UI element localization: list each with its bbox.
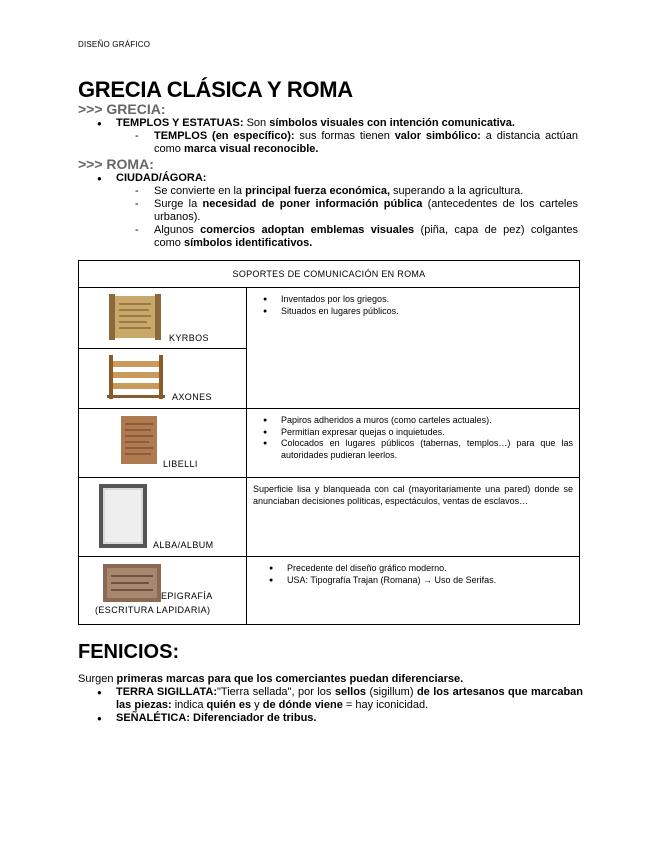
text: Surgen [78, 673, 117, 685]
bullet-bold: símbolos visuales con intención comunicativa. [269, 117, 515, 129]
sub-bold: marca visual reconocible. [183, 143, 319, 155]
list-item: ● Situados en lugares públicos. [253, 306, 573, 318]
text: (antecedentes de los carteles urbanos). [154, 198, 578, 223]
list-item [78, 130, 578, 156]
list-item: ● Precedente del diseño gráfico moderno. [259, 563, 573, 575]
libelli-list [253, 415, 573, 461]
bullet-label: CIUDAD/ÁGORA: [116, 172, 207, 184]
axones-label: AXONES [172, 392, 212, 402]
list-item [78, 712, 583, 725]
document-body [78, 78, 578, 663]
bold-text: Diferenciador de tribus. [189, 712, 317, 724]
bullet-label: SEÑALÉTICA: [116, 712, 190, 724]
album-image [99, 484, 147, 548]
album-cell [79, 478, 247, 557]
epigrafia-cell [79, 557, 247, 625]
text: indica [171, 699, 207, 711]
kyrbos-label: KYRBOS [169, 333, 209, 343]
page-title: GRECIA CLÁSICA Y ROMA [78, 77, 353, 102]
roma-heading: >>> ROMA: [78, 156, 154, 172]
bold-text: principal fuerza económica, [245, 185, 390, 197]
list-item [78, 686, 583, 712]
list-item: ● Permitían expresar quejas o inquietudes. [253, 427, 573, 439]
album-label: ALBA/ALBUM [153, 540, 214, 550]
epigrafia-sublabel: (ESCRITURA LAPIDARIA) [95, 605, 211, 615]
list-item [78, 185, 578, 198]
bullet-label: TERRA SIGILLATA: [116, 686, 218, 698]
epigrafia-description [247, 557, 580, 625]
text: superando a la agricultura. [390, 185, 524, 197]
kyrbos-cell [79, 288, 247, 349]
fenicios-title: FENICIOS: [78, 641, 180, 663]
bullet-text: Son [243, 117, 270, 129]
list-item: ● Colocados en lugares públicos (tabernas, templos…) para que las autoridades pudieran leerlos. [253, 438, 573, 461]
text: Algunos [154, 224, 201, 236]
page-header: DISEÑO GRÁFICO [78, 40, 151, 49]
fenicios-list [78, 686, 583, 725]
list-item [78, 172, 578, 185]
bold-text: de dónde viene [262, 699, 343, 711]
fenicios-body [78, 673, 583, 725]
libelli-cell [79, 409, 247, 478]
list-item: ● Papiros adheridos a muros (como carteles actuales). [253, 415, 573, 427]
bold-text: comercios adoptan emblemas visuales [200, 224, 415, 236]
list-item [78, 224, 578, 250]
bullet-label: TEMPLOS Y ESTATUAS: [116, 117, 244, 129]
text: "Tierra sellada", por los [217, 686, 335, 698]
sub-bold: valor simbólico: [394, 130, 481, 142]
epigrafia-image [103, 564, 161, 602]
epigrafia-list [259, 563, 573, 586]
grecia-list [78, 117, 578, 130]
fenicios-intro [78, 673, 583, 686]
text: Surge la [154, 198, 203, 210]
text: Se convierte en la [154, 185, 246, 197]
sub-text: a distancia actúan como [154, 130, 579, 155]
axones-cell [79, 349, 247, 409]
libelli-description [247, 409, 580, 478]
bold-text: quién es [206, 699, 252, 711]
list-item: ● Inventados por los griegos. [253, 294, 573, 306]
list-item: ● USA: Tipografía Trajan (Romana) → Uso de Serifas. [259, 575, 573, 587]
grecia-heading: >>> GRECIA: [78, 101, 166, 117]
roma-list [78, 172, 578, 185]
bold-text: primeras marcas para que los comerciantes puedan diferenciarse. [116, 673, 464, 685]
list-item [78, 198, 578, 224]
kyrbos-description [247, 288, 580, 409]
bold-text: necesidad de poner información pública [202, 198, 423, 210]
libelli-image [121, 416, 157, 464]
sub-text: sus formas tienen [294, 130, 395, 142]
epigrafia-label: EPIGRAFÍA [161, 591, 213, 601]
table-title: SOPORTES DE COMUNICACIÓN EN ROMA [79, 261, 580, 288]
roma-sublist [78, 185, 578, 250]
album-description: Superficie lisa y blanqueada con cal (mayoritariamente una pared) donde se anunciaban decisiones políticas, espectáculos, ventas de esclavos… [247, 478, 580, 557]
bold-text: símbolos identificativos. [183, 237, 313, 249]
kyrbos-list [253, 294, 573, 317]
text: = hay iconicidad. [342, 699, 429, 711]
text: (piña, capa de pez) colgantes como [154, 224, 579, 249]
grecia-sublist [78, 130, 578, 156]
sub-label: TEMPLOS (en específico): [154, 130, 295, 142]
supports-table [78, 260, 580, 625]
axones-image [107, 355, 165, 399]
kyrbos-image [109, 294, 161, 340]
libelli-label: LIBELLI [163, 459, 198, 469]
list-item [78, 117, 578, 130]
bold-text: de los artesanos que marcaban las piezas: [116, 686, 583, 711]
text: (sigillum) [366, 686, 417, 698]
text: y [251, 699, 263, 711]
bold-text: sellos [334, 686, 367, 698]
